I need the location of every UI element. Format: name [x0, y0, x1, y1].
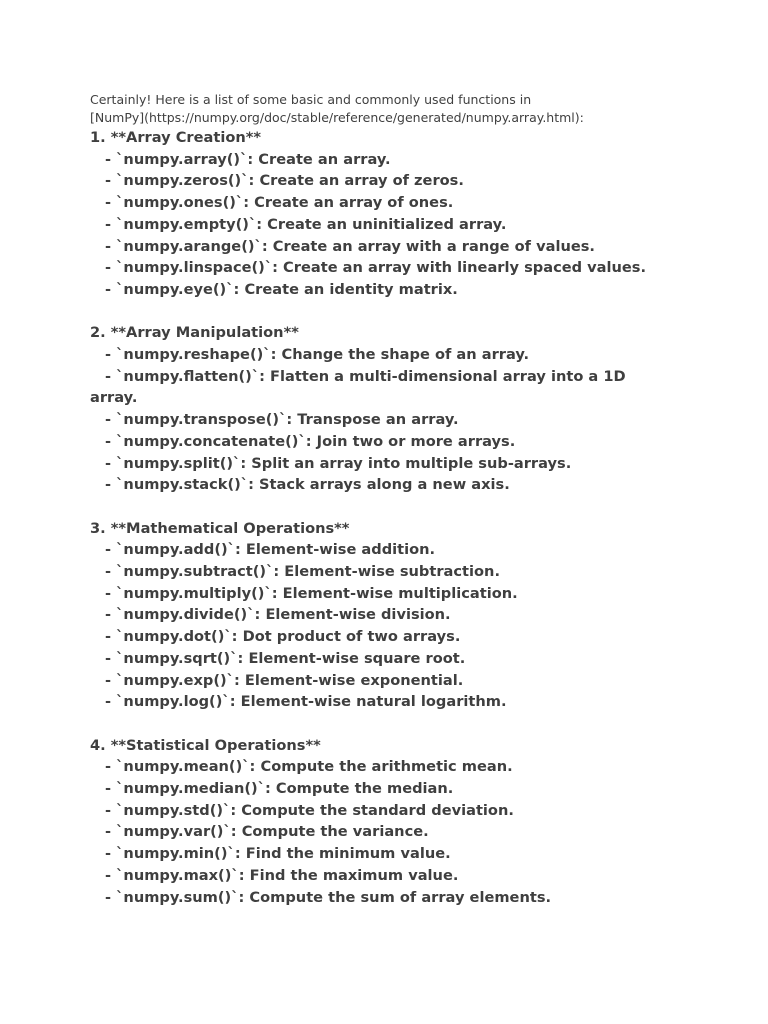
list-item: - `numpy.subtract()`: Element-wise subtraction. — [105, 563, 500, 581]
list-item: - `numpy.median()`: Compute the median. — [105, 780, 454, 798]
list-item: - `numpy.array()`: Create an array. — [105, 150, 391, 168]
list-item: - `numpy.split()`: Split an array into multiple sub-arrays. — [105, 454, 572, 472]
section-heading: 4. **Statistical Operations** — [90, 736, 321, 754]
list-item: - `numpy.flatten()`: Flatten a multi-dimensional array into a 1D array. — [90, 367, 626, 407]
section-heading: 3. **Mathematical Operations** — [90, 519, 350, 537]
list-item: - `numpy.log()`: Element-wise natural logarithm. — [105, 693, 507, 711]
intro-paragraph — [90, 91, 730, 127]
list-item: - `numpy.reshape()`: Change the shape of an array. — [105, 346, 530, 364]
document-body — [90, 91, 730, 908]
section-array-creation — [90, 127, 730, 301]
list-item: - `numpy.sqrt()`: Element-wise square root. — [105, 649, 466, 667]
list-item: - `numpy.mean()`: Compute the arithmetic mean. — [105, 758, 513, 776]
section-heading: 2. **Array Manipulation** — [90, 324, 299, 342]
section-spacer — [90, 301, 730, 323]
section-spacer — [90, 496, 730, 518]
section-spacer — [90, 713, 730, 735]
list-item: - `numpy.concatenate()`: Join two or more arrays. — [105, 432, 516, 450]
list-item: - `numpy.ones()`: Create an array of ones. — [105, 194, 454, 212]
section-array-manipulation — [90, 322, 730, 496]
list-item: - `numpy.divide()`: Element-wise division. — [105, 606, 451, 624]
list-item: - `numpy.min()`: Find the minimum value. — [105, 845, 451, 863]
list-item: - `numpy.std()`: Compute the standard deviation. — [105, 801, 514, 819]
list-item: - `numpy.linspace()`: Create an array with linearly spaced values. — [105, 259, 647, 277]
section-heading: 1. **Array Creation** — [90, 129, 262, 146]
intro-line: Certainly! Here is a list of some basic and commonly used functions in — [90, 92, 532, 107]
list-item: - `numpy.sum()`: Compute the sum of array elements. — [105, 888, 552, 906]
section-mathematical-operations — [90, 518, 730, 713]
list-item: - `numpy.add()`: Element-wise addition. — [105, 541, 436, 559]
section-statistical-operations — [90, 735, 730, 909]
intro-link-line: [NumPy](https://numpy.org/doc/stable/reference/generated/numpy.array.html): — [90, 110, 584, 125]
list-item: - `numpy.dot()`: Dot product of two arrays. — [105, 628, 461, 646]
list-item: - `numpy.eye()`: Create an identity matrix. — [105, 280, 458, 298]
list-item: - `numpy.stack()`: Stack arrays along a new axis. — [105, 476, 510, 494]
list-item: - `numpy.var()`: Compute the variance. — [105, 823, 429, 841]
list-item: - `numpy.multiply()`: Element-wise multiplication. — [105, 584, 518, 602]
list-item: - `numpy.exp()`: Element-wise exponential. — [105, 671, 464, 689]
list-item: - `numpy.arange()`: Create an array with a range of values. — [105, 237, 595, 255]
list-item: - `numpy.empty()`: Create an uninitialized array. — [105, 215, 507, 233]
list-item: - `numpy.zeros()`: Create an array of zeros. — [105, 172, 464, 190]
list-item: - `numpy.transpose()`: Transpose an array. — [105, 411, 459, 429]
list-item: - `numpy.max()`: Find the maximum value. — [105, 866, 459, 884]
